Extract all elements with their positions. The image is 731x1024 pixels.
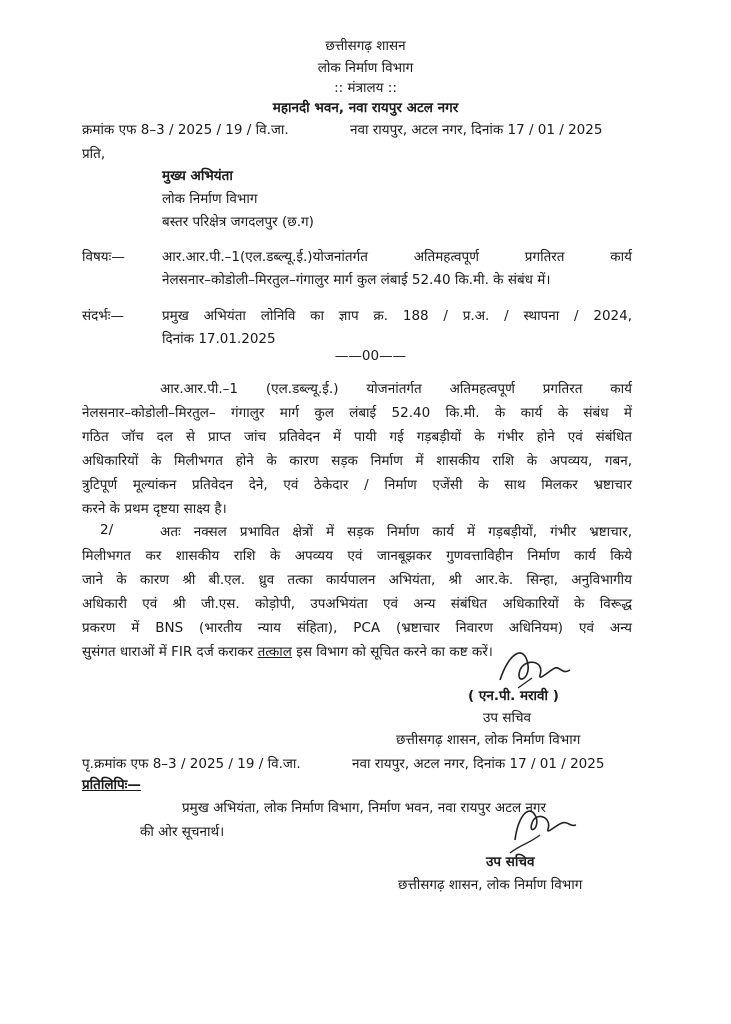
prati-label: प्रति,	[82, 146, 106, 162]
order-number: क्रमांक एफ 8–3 / 2025 / 19 / वि.जा.	[82, 122, 289, 138]
para1-line-1: आर.आर.पी.–1 (एल.डब्ल्यू.ई.) योजनांतर्गत अतिमहत्वपूर्ण प्रगतिरत कार्य	[160, 381, 632, 397]
para1-line-4: अधिकारियों के मिलीभगत होने के कारण सड़क निर्माण में शासकीय राशि के अपव्यय, गबन,	[82, 453, 632, 469]
header-address: महानदी भवन, नवा रायपुर अटल नगर	[272, 100, 459, 116]
addressee-title: मुख्य अभियंता	[162, 168, 233, 184]
para2-number: 2/	[100, 522, 114, 538]
para2-line-5: प्रकरण में BNS (भारतीय न्याय संहिता), PCA (भ्रष्टाचार निवारण अधिनियम) एवं अन्य	[82, 620, 632, 636]
reference-label: संदर्भः—	[82, 308, 125, 324]
signature-2-scribble	[500, 795, 580, 860]
subject-line-1: आर.आर.पी.–1(एल.डब्ल्यू.ई.)योजनांतर्गत अतिमहत्वपूर्ण प्रगतिरत कार्य	[162, 249, 632, 265]
copy-number: पृ.क्रमांक एफ 8–3 / 2025 / 19 / वि.जा.	[82, 756, 301, 772]
para2-line-6-end: इस विभाग को सूचित करने का कष्ट करें।	[291, 644, 493, 660]
para2-line-4: अधिकारी एवं श्री जी.एस. कोड़ोपी, उपअभियंता एवं अन्य संबंधित अधिकारियों के विरूद्ध	[82, 596, 632, 612]
subject-label: विषयः—	[82, 249, 125, 265]
copy-label: प्रतिलिपिः—	[82, 777, 141, 793]
signatory-1-office: छत्तीसगढ़ शासन, लोक निर्माण विभाग	[396, 732, 581, 748]
para2-line-3: जाने के कारण श्री बी.एल. ध्रुव तत्का कार्यपालन अभियंता, श्री आर.के. सिन्हा, अनुविभागीय	[82, 572, 632, 588]
signatory-2-designation: उप सचिव	[486, 854, 535, 870]
copy-place-date: नवा रायपुर, अटल नगर, दिनांक 17 / 01 / 2025	[352, 756, 605, 772]
para1-line-6: करने के प्रथम दृष्टया साक्ष्य है।	[82, 501, 227, 517]
para2-underlined-word: तत्काल	[257, 644, 292, 660]
header-dept: लोक निर्माण विभाग	[317, 60, 414, 76]
para2-line-6	[82, 642, 493, 660]
para1-line-5: त्रुटिपूर्ण मूल्यांकन प्रतिवेदन देने, एवं ठेकेदार / निर्माण एजेंसी के साथ मिलकर भ्रष्टाचार	[82, 477, 632, 493]
para2-line-2: मिलीभगत कर शासकीय राशि के अपव्यय एवं जानबूझकर गुणवत्ताविहीन निर्माण कार्य किये	[82, 548, 632, 564]
signatory-1-designation: उप सचिव	[483, 710, 532, 726]
copy-line-2: की ओर सूचनार्थ।	[140, 824, 225, 840]
header-govt: छत्तीसगढ़ शासन	[325, 38, 406, 54]
copy-line-1: प्रमुख अभियंता, लोक निर्माण विभाग, निर्माण भवन, नवा रायपुर अटल नगर	[182, 800, 547, 816]
signatory-1-name: ( एन.पी. मरावी )	[468, 688, 559, 704]
reference-line-2: दिनांक 17.01.2025	[162, 331, 276, 347]
subject-line-2: नेलसनार–कोडोली–मिरतुल–गंगालुर मार्ग कुल लंबाई 52.40 कि.मी. के संबंध में।	[162, 272, 551, 288]
separator: ——00——	[334, 348, 407, 364]
para1-line-2: नेलसनार–कोडोली–मिरतुल– गंगालुर मार्ग कुल लंबाई 52.40 कि.मी. के कार्य के संबंध में	[82, 405, 632, 421]
signatory-2-office: छत्तीसगढ़ शासन, लोक निर्माण विभाग	[398, 877, 583, 893]
para2-line-1: अतः नक्सल प्रभावित क्षेत्रों में सड़क निर्माण कार्य में गड़बड़ीयों, गंभीर भ्रष्टाचार,	[160, 524, 632, 540]
para2-line-6-start: सुसंगत धाराओं में FIR दर्ज कराकर	[82, 644, 258, 660]
reference-line-1: प्रमुख अभियंता लोनिवि का ज्ञाप क्र. 188 / प्र.अ. / स्थापना / 2024,	[162, 308, 632, 324]
order-place-date: नवा रायपुर, अटल नगर, दिनांक 17 / 01 / 2025	[350, 122, 603, 138]
header-mantralaya: :: मंत्रालय ::	[334, 80, 397, 96]
para1-line-3: गठित जॉच दल से प्राप्त जांच प्रतिवेदन में पायी गई गड़बड़ीयों के गंभीर होने एवं संबंधित	[82, 429, 632, 445]
addressee-dept: लोक निर्माण विभाग	[162, 191, 258, 207]
addressee-region: बस्तर परिक्षेत्र जगदलपुर (छ.ग)	[162, 214, 314, 230]
